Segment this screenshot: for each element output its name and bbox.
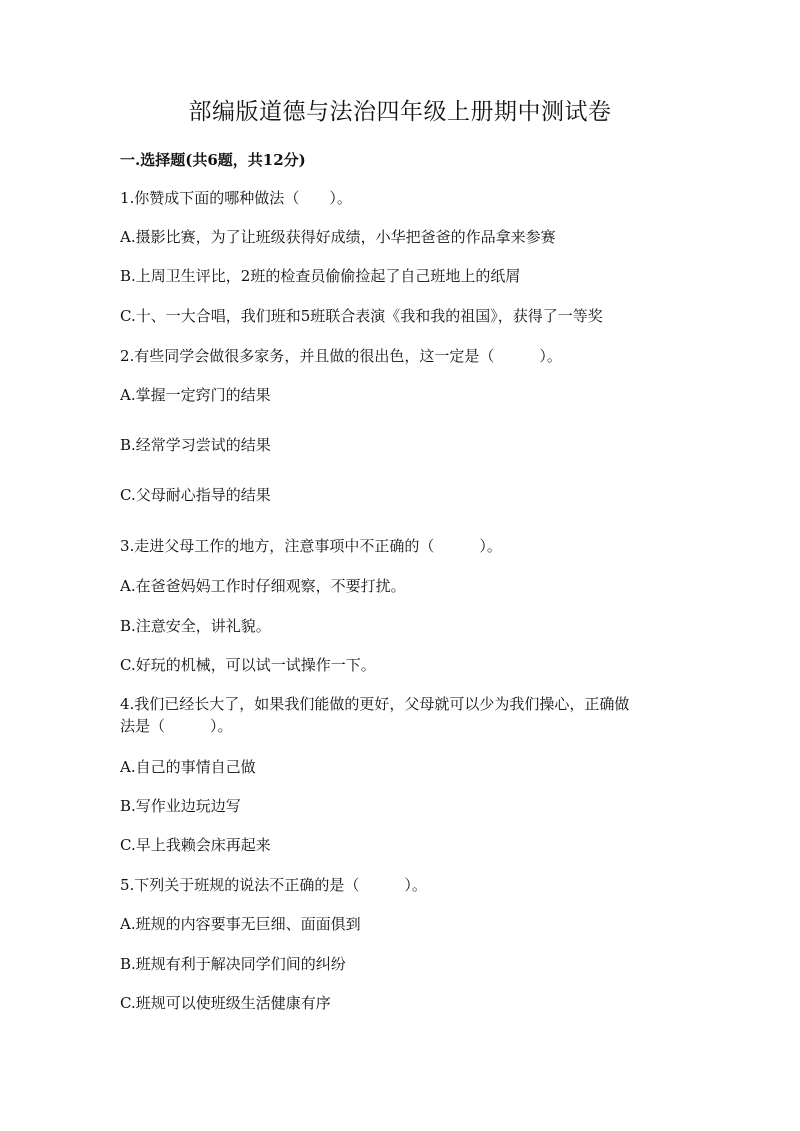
question-4-stem-line-2: 法是（ ）。 (120, 717, 233, 735)
question-1-option-b: B.上周卫生评比，2班的检查员偷偷捡起了自己班地上的纸屑 (120, 267, 521, 285)
question-5-option-b: B.班规有利于解决同学们间的纠纷 (120, 955, 346, 973)
question-2-option-a: A.掌握一定窍门的结果 (120, 386, 271, 404)
question-2-stem: 2.有些同学会做很多家务，并且做的很出色，这一定是（ ）。 (120, 347, 562, 365)
question-4-option-c: C.早上我赖会床再起来 (120, 836, 271, 854)
question-4-stem-line-1: 4.我们已经长大了，如果我们能做的更好，父母就可以少为我们操心，正确做 (120, 695, 630, 713)
question-5-stem: 5.下列关于班规的说法不正确的是（ ）。 (120, 876, 427, 894)
question-3-option-b: B.注意安全，讲礼貌。 (120, 617, 271, 635)
question-2-option-b: B.经常学习尝试的结果 (120, 436, 271, 454)
question-1-stem: 1.你赞成下面的哪种做法（ ）。 (120, 189, 352, 207)
question-5-option-c: C.班规可以使班级生活健康有序 (120, 994, 331, 1012)
section-heading: 一.选择题(共6题，共12分) (120, 151, 306, 169)
question-2-option-c: C.父母耐心指导的结果 (120, 486, 271, 504)
question-1-option-c: C.十、一大合唱，我们班和5班联合表演《我和我的祖国》，获得了一等奖 (120, 307, 603, 325)
question-3-stem: 3.走进父母工作的地方，注意事项中不正确的（ ）。 (120, 537, 502, 555)
question-4-option-b: B.写作业边玩边写 (120, 797, 241, 815)
question-3-option-a: A.在爸爸妈妈工作时仔细观察，不要打扰。 (120, 577, 406, 595)
question-3-option-c: C.好玩的机械，可以试一试操作一下。 (120, 656, 376, 674)
page-title: 部编版道德与法治四年级上册期中测试卷 (188, 99, 612, 125)
question-5-option-a: A.班规的内容要事无巨细、面面俱到 (120, 915, 361, 933)
question-4-option-a: A.自己的事情自己做 (120, 758, 256, 776)
question-1-option-a: A.摄影比赛，为了让班级获得好成绩，小华把爸爸的作品拿来参赛 (120, 228, 556, 246)
